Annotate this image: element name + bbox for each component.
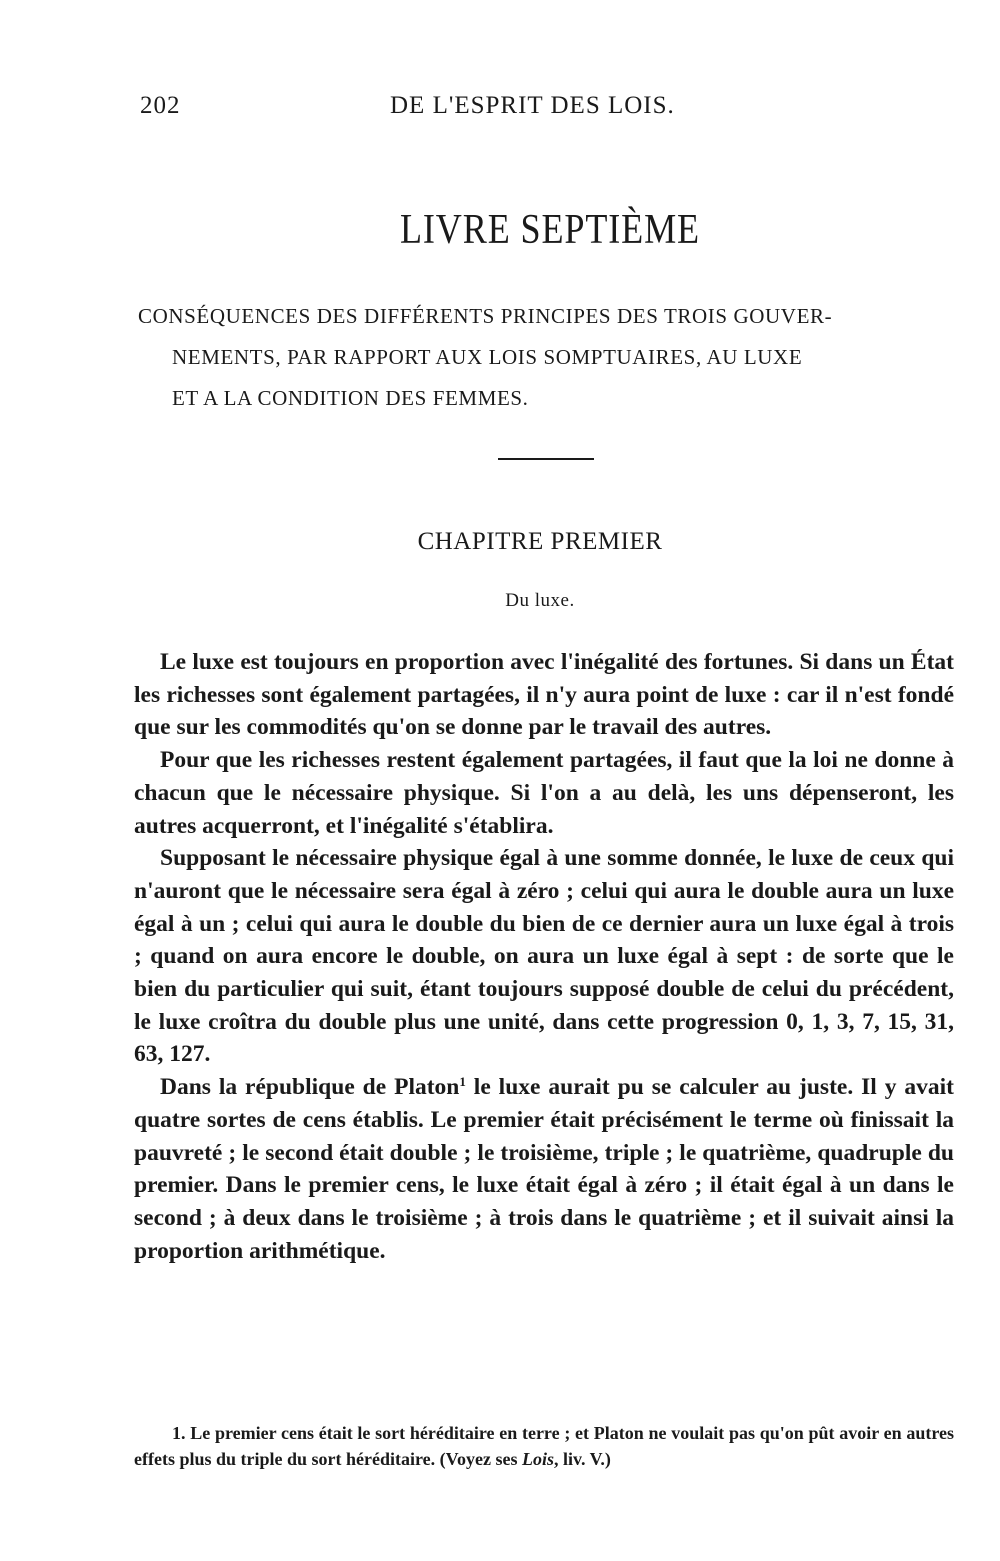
footnote-text-part: , liv. V.) [553, 1449, 611, 1469]
chapter-subtitle: Du luxe. [505, 590, 575, 611]
page-number: 202 [140, 92, 181, 119]
running-head [140, 92, 710, 128]
book-subtitle [138, 296, 958, 419]
paragraph: Le luxe est toujours en proportion avec l'inégalité des fortunes. Si dans un État les richesses sont également partagées, il n'y aura point de luxe : car il n'est fondé que sur les commodités qu'on se donne par le travail des autres. [134, 649, 954, 741]
chapter-body [134, 646, 954, 1267]
paragraph [134, 1071, 954, 1267]
section-divider [498, 458, 594, 460]
footnote-cited-title: Lois [521, 1449, 554, 1469]
footnote-text-part: 1. Le premier cens était le sort héréditaire en terre ; et Platon ne voulait pas qu'on pût avoir en autres effets plus du triple du sort héréditaire. (Voyez ses [134, 1423, 954, 1469]
running-title: DE L'ESPRIT DES LOIS. [390, 92, 675, 119]
paragraph-text: le luxe aurait pu se calculer au juste. Il y avait quatre sortes de cens établis. Le premier était précisément le terme où finissait la pauvreté ; le second était double ; le troisième, triple ; le quatrième, quadruple du premier. Dans le premier cens, le luxe était égal à zéro ; il était égal à un dans le second ; à deux dans le troisième ; à trois dans le quatrième ; et il suivait ainsi la proportion arithmétique. [134, 1074, 954, 1264]
paragraph-text: Dans la république de Platon [160, 1074, 460, 1101]
book-title: LIVRE SEPTIÈME [400, 207, 700, 253]
book-subtitle-line: ET A LA CONDITION DES FEMMES. [172, 386, 529, 410]
chapter-title: CHAPITRE PREMIER [417, 528, 663, 555]
footnote-text [134, 1420, 954, 1472]
footnote [134, 1420, 954, 1472]
paragraph: Pour que les richesses restent également partagées, il faut que la loi ne donne à chacun que le nécessaire physique. Si l'on a au delà, les uns dépenseront, les autres acquerront, et l'inégalité s'établira. [134, 747, 954, 839]
book-subtitle-line: NEMENTS, PAR RAPPORT AUX LOIS SOMPTUAIRES, AU LUXE [172, 345, 803, 369]
footnote-marker[interactable]: 1 [459, 1074, 466, 1090]
book-subtitle-line: CONSÉQUENCES DES DIFFÉRENTS PRINCIPES DES TROIS GOUVER- [138, 304, 833, 328]
paragraph: Supposant le nécessaire physique égal à une somme donnée, le luxe de ceux qui n'auront que le nécessaire sera égal à zéro ; celui qui aura le double aura un luxe égal à un ; celui qui aura le double du bien de ce dernier aura un luxe égal à trois ; quand on aura encore le double, on aura un luxe égal à sept : de sorte que le bien du particulier qui suit, étant toujours supposé double de celui du précédent, le luxe croîtra du double plus une unité, dans cette progression 0, 1, 3, 7, 15, 31, 63, 127. [134, 845, 954, 1068]
